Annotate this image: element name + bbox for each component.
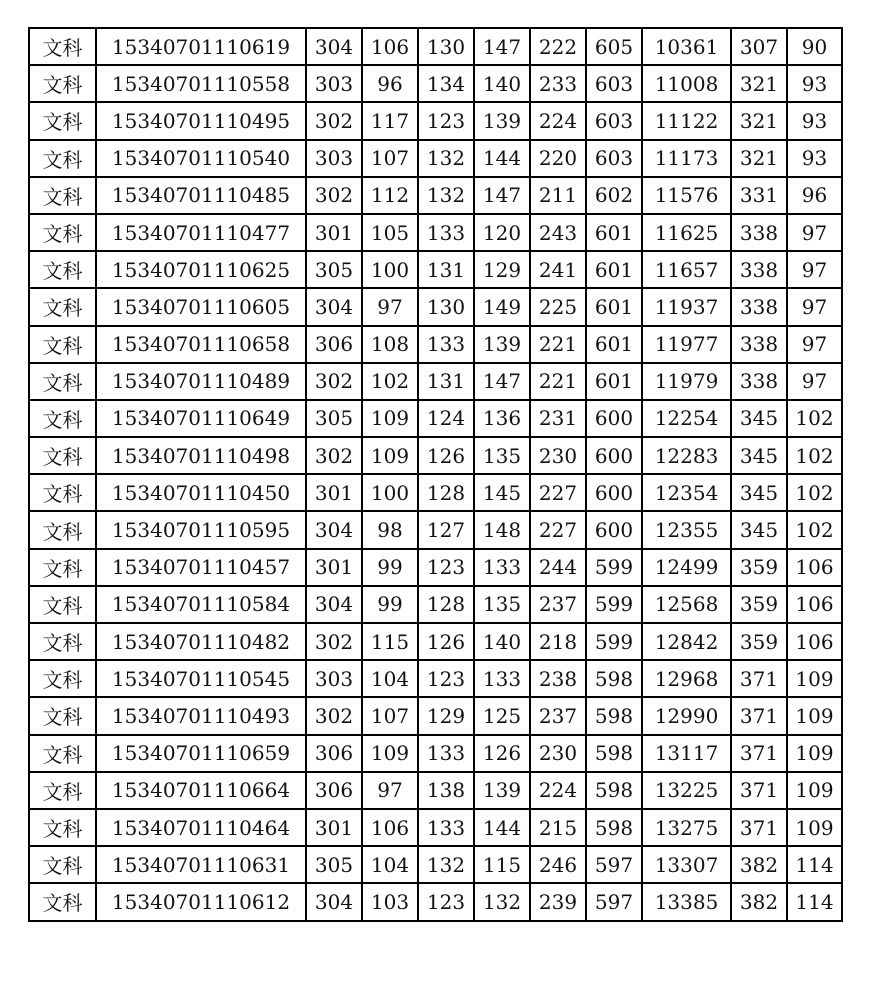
province-rank-cell: 13117 bbox=[642, 735, 731, 772]
school-rank-cell: 114 bbox=[787, 846, 842, 883]
table-row bbox=[29, 735, 842, 772]
school-rank-cell: 102 bbox=[787, 474, 842, 511]
province-rank-cell: 12842 bbox=[642, 623, 731, 660]
score-cell-2: 132 bbox=[418, 140, 474, 177]
score-cell-3: 149 bbox=[474, 288, 530, 325]
exam-id-cell: 15340701110457 bbox=[96, 549, 306, 586]
city-rank-cell: 331 bbox=[731, 177, 787, 214]
score-cell-2: 131 bbox=[418, 251, 474, 288]
province-rank-cell: 12355 bbox=[642, 511, 731, 548]
table-row bbox=[29, 660, 842, 697]
score-cell-1: 108 bbox=[362, 326, 418, 363]
score-cell-4: 215 bbox=[530, 809, 586, 846]
class-cell: 304 bbox=[306, 28, 362, 65]
province-rank-cell: 12990 bbox=[642, 697, 731, 734]
score-cell-3: 132 bbox=[474, 883, 530, 920]
school-rank-cell: 106 bbox=[787, 623, 842, 660]
exam-id-cell: 15340701110595 bbox=[96, 511, 306, 548]
province-rank-cell: 12968 bbox=[642, 660, 731, 697]
subject-cell: 文科 bbox=[29, 140, 96, 177]
city-rank-cell: 359 bbox=[731, 586, 787, 623]
score-cell-3: 139 bbox=[474, 772, 530, 809]
score-cell-2: 133 bbox=[418, 735, 474, 772]
city-rank-cell: 359 bbox=[731, 623, 787, 660]
table-row bbox=[29, 400, 842, 437]
total-score-cell: 600 bbox=[586, 511, 642, 548]
score-cell-1: 107 bbox=[362, 697, 418, 734]
score-cell-3: 136 bbox=[474, 400, 530, 437]
score-cell-1: 104 bbox=[362, 660, 418, 697]
total-score-cell: 598 bbox=[586, 660, 642, 697]
class-cell: 306 bbox=[306, 772, 362, 809]
score-cell-4: 221 bbox=[530, 363, 586, 400]
subject-cell: 文科 bbox=[29, 511, 96, 548]
class-cell: 304 bbox=[306, 883, 362, 920]
city-rank-cell: 345 bbox=[731, 437, 787, 474]
province-rank-cell: 12283 bbox=[642, 437, 731, 474]
class-cell: 302 bbox=[306, 623, 362, 660]
province-rank-cell: 12354 bbox=[642, 474, 731, 511]
class-cell: 306 bbox=[306, 326, 362, 363]
score-cell-3: 144 bbox=[474, 809, 530, 846]
table-row bbox=[29, 809, 842, 846]
score-table-body bbox=[29, 28, 842, 921]
score-cell-4: 227 bbox=[530, 511, 586, 548]
score-cell-4: 230 bbox=[530, 437, 586, 474]
class-cell: 304 bbox=[306, 511, 362, 548]
school-rank-cell: 109 bbox=[787, 697, 842, 734]
score-cell-3: 140 bbox=[474, 65, 530, 102]
city-rank-cell: 345 bbox=[731, 474, 787, 511]
score-cell-4: 218 bbox=[530, 623, 586, 660]
province-rank-cell: 13225 bbox=[642, 772, 731, 809]
city-rank-cell: 382 bbox=[731, 846, 787, 883]
exam-id-cell: 15340701110631 bbox=[96, 846, 306, 883]
exam-id-cell: 15340701110625 bbox=[96, 251, 306, 288]
school-rank-cell: 102 bbox=[787, 437, 842, 474]
class-cell: 303 bbox=[306, 140, 362, 177]
province-rank-cell: 13307 bbox=[642, 846, 731, 883]
score-cell-4: 221 bbox=[530, 326, 586, 363]
subject-cell: 文科 bbox=[29, 846, 96, 883]
city-rank-cell: 371 bbox=[731, 735, 787, 772]
score-cell-2: 127 bbox=[418, 511, 474, 548]
class-cell: 302 bbox=[306, 177, 362, 214]
score-cell-1: 106 bbox=[362, 28, 418, 65]
city-rank-cell: 338 bbox=[731, 214, 787, 251]
total-score-cell: 600 bbox=[586, 474, 642, 511]
score-cell-4: 224 bbox=[530, 772, 586, 809]
total-score-cell: 599 bbox=[586, 549, 642, 586]
total-score-cell: 600 bbox=[586, 437, 642, 474]
score-cell-1: 109 bbox=[362, 437, 418, 474]
province-rank-cell: 11657 bbox=[642, 251, 731, 288]
score-cell-4: 246 bbox=[530, 846, 586, 883]
score-cell-3: 140 bbox=[474, 623, 530, 660]
exam-id-cell: 15340701110658 bbox=[96, 326, 306, 363]
city-rank-cell: 371 bbox=[731, 660, 787, 697]
total-score-cell: 597 bbox=[586, 883, 642, 920]
class-cell: 305 bbox=[306, 251, 362, 288]
subject-cell: 文科 bbox=[29, 623, 96, 660]
province-rank-cell: 11625 bbox=[642, 214, 731, 251]
city-rank-cell: 321 bbox=[731, 65, 787, 102]
school-rank-cell: 93 bbox=[787, 65, 842, 102]
table-row bbox=[29, 623, 842, 660]
table-row bbox=[29, 65, 842, 102]
province-rank-cell: 11008 bbox=[642, 65, 731, 102]
score-cell-3: 133 bbox=[474, 549, 530, 586]
city-rank-cell: 338 bbox=[731, 288, 787, 325]
province-rank-cell: 11122 bbox=[642, 102, 731, 139]
province-rank-cell: 10361 bbox=[642, 28, 731, 65]
exam-id-cell: 15340701110558 bbox=[96, 65, 306, 102]
score-cell-4: 237 bbox=[530, 697, 586, 734]
score-cell-4: 227 bbox=[530, 474, 586, 511]
score-cell-1: 105 bbox=[362, 214, 418, 251]
exam-id-cell: 15340701110545 bbox=[96, 660, 306, 697]
score-cell-2: 123 bbox=[418, 102, 474, 139]
score-cell-3: 115 bbox=[474, 846, 530, 883]
exam-id-cell: 15340701110619 bbox=[96, 28, 306, 65]
exam-id-cell: 15340701110482 bbox=[96, 623, 306, 660]
table-row bbox=[29, 214, 842, 251]
exam-id-cell: 15340701110498 bbox=[96, 437, 306, 474]
school-rank-cell: 93 bbox=[787, 102, 842, 139]
exam-id-cell: 15340701110664 bbox=[96, 772, 306, 809]
score-cell-4: 241 bbox=[530, 251, 586, 288]
score-cell-2: 123 bbox=[418, 883, 474, 920]
class-cell: 302 bbox=[306, 437, 362, 474]
score-cell-2: 132 bbox=[418, 177, 474, 214]
school-rank-cell: 97 bbox=[787, 251, 842, 288]
total-score-cell: 597 bbox=[586, 846, 642, 883]
city-rank-cell: 321 bbox=[731, 140, 787, 177]
school-rank-cell: 106 bbox=[787, 549, 842, 586]
score-cell-4: 220 bbox=[530, 140, 586, 177]
subject-cell: 文科 bbox=[29, 65, 96, 102]
total-score-cell: 598 bbox=[586, 735, 642, 772]
exam-id-cell: 15340701110649 bbox=[96, 400, 306, 437]
score-cell-3: 144 bbox=[474, 140, 530, 177]
score-cell-1: 106 bbox=[362, 809, 418, 846]
score-cell-2: 133 bbox=[418, 214, 474, 251]
total-score-cell: 601 bbox=[586, 326, 642, 363]
class-cell: 301 bbox=[306, 809, 362, 846]
total-score-cell: 603 bbox=[586, 102, 642, 139]
score-cell-3: 148 bbox=[474, 511, 530, 548]
score-cell-4: 238 bbox=[530, 660, 586, 697]
school-rank-cell: 97 bbox=[787, 363, 842, 400]
school-rank-cell: 96 bbox=[787, 177, 842, 214]
score-cell-1: 100 bbox=[362, 251, 418, 288]
school-rank-cell: 106 bbox=[787, 586, 842, 623]
class-cell: 305 bbox=[306, 400, 362, 437]
score-cell-1: 109 bbox=[362, 400, 418, 437]
score-cell-2: 133 bbox=[418, 809, 474, 846]
total-score-cell: 603 bbox=[586, 65, 642, 102]
table-row bbox=[29, 586, 842, 623]
class-cell: 302 bbox=[306, 102, 362, 139]
subject-cell: 文科 bbox=[29, 437, 96, 474]
city-rank-cell: 371 bbox=[731, 772, 787, 809]
total-score-cell: 598 bbox=[586, 772, 642, 809]
exam-id-cell: 15340701110464 bbox=[96, 809, 306, 846]
city-rank-cell: 359 bbox=[731, 549, 787, 586]
exam-id-cell: 15340701110489 bbox=[96, 363, 306, 400]
table-row bbox=[29, 437, 842, 474]
subject-cell: 文科 bbox=[29, 660, 96, 697]
school-rank-cell: 114 bbox=[787, 883, 842, 920]
table-row bbox=[29, 140, 842, 177]
province-rank-cell: 11977 bbox=[642, 326, 731, 363]
subject-cell: 文科 bbox=[29, 549, 96, 586]
class-cell: 302 bbox=[306, 363, 362, 400]
subject-cell: 文科 bbox=[29, 326, 96, 363]
city-rank-cell: 321 bbox=[731, 102, 787, 139]
score-cell-1: 99 bbox=[362, 549, 418, 586]
exam-id-cell: 15340701110584 bbox=[96, 586, 306, 623]
table-row bbox=[29, 846, 842, 883]
table-row bbox=[29, 28, 842, 65]
score-cell-2: 132 bbox=[418, 846, 474, 883]
score-cell-2: 128 bbox=[418, 474, 474, 511]
province-rank-cell: 12254 bbox=[642, 400, 731, 437]
score-cell-3: 135 bbox=[474, 586, 530, 623]
table-row bbox=[29, 363, 842, 400]
city-rank-cell: 338 bbox=[731, 363, 787, 400]
school-rank-cell: 102 bbox=[787, 511, 842, 548]
exam-id-cell: 15340701110612 bbox=[96, 883, 306, 920]
subject-cell: 文科 bbox=[29, 809, 96, 846]
score-cell-3: 135 bbox=[474, 437, 530, 474]
score-cell-3: 139 bbox=[474, 326, 530, 363]
score-cell-2: 131 bbox=[418, 363, 474, 400]
city-rank-cell: 338 bbox=[731, 251, 787, 288]
score-cell-3: 147 bbox=[474, 177, 530, 214]
table-row bbox=[29, 251, 842, 288]
school-rank-cell: 90 bbox=[787, 28, 842, 65]
exam-id-cell: 15340701110485 bbox=[96, 177, 306, 214]
score-cell-4: 222 bbox=[530, 28, 586, 65]
score-table bbox=[28, 27, 843, 922]
score-cell-1: 103 bbox=[362, 883, 418, 920]
score-cell-1: 98 bbox=[362, 511, 418, 548]
score-cell-1: 104 bbox=[362, 846, 418, 883]
exam-id-cell: 15340701110540 bbox=[96, 140, 306, 177]
total-score-cell: 598 bbox=[586, 809, 642, 846]
subject-cell: 文科 bbox=[29, 177, 96, 214]
score-cell-4: 225 bbox=[530, 288, 586, 325]
table-row bbox=[29, 288, 842, 325]
score-cell-1: 107 bbox=[362, 140, 418, 177]
exam-id-cell: 15340701110493 bbox=[96, 697, 306, 734]
score-cell-4: 239 bbox=[530, 883, 586, 920]
score-cell-2: 126 bbox=[418, 437, 474, 474]
score-cell-4: 224 bbox=[530, 102, 586, 139]
score-cell-2: 130 bbox=[418, 288, 474, 325]
subject-cell: 文科 bbox=[29, 214, 96, 251]
score-cell-1: 112 bbox=[362, 177, 418, 214]
score-cell-3: 147 bbox=[474, 28, 530, 65]
score-cell-1: 115 bbox=[362, 623, 418, 660]
class-cell: 301 bbox=[306, 214, 362, 251]
city-rank-cell: 345 bbox=[731, 511, 787, 548]
score-cell-3: 139 bbox=[474, 102, 530, 139]
class-cell: 303 bbox=[306, 660, 362, 697]
score-cell-3: 125 bbox=[474, 697, 530, 734]
city-rank-cell: 371 bbox=[731, 809, 787, 846]
total-score-cell: 603 bbox=[586, 140, 642, 177]
province-rank-cell: 11937 bbox=[642, 288, 731, 325]
score-cell-3: 147 bbox=[474, 363, 530, 400]
exam-id-cell: 15340701110605 bbox=[96, 288, 306, 325]
province-rank-cell: 13275 bbox=[642, 809, 731, 846]
exam-id-cell: 15340701110495 bbox=[96, 102, 306, 139]
table-row bbox=[29, 474, 842, 511]
score-cell-1: 102 bbox=[362, 363, 418, 400]
school-rank-cell: 109 bbox=[787, 809, 842, 846]
class-cell: 304 bbox=[306, 586, 362, 623]
table-row bbox=[29, 697, 842, 734]
subject-cell: 文科 bbox=[29, 28, 96, 65]
total-score-cell: 601 bbox=[586, 214, 642, 251]
total-score-cell: 601 bbox=[586, 363, 642, 400]
score-cell-1: 96 bbox=[362, 65, 418, 102]
subject-cell: 文科 bbox=[29, 288, 96, 325]
score-cell-2: 126 bbox=[418, 623, 474, 660]
score-cell-4: 243 bbox=[530, 214, 586, 251]
total-score-cell: 601 bbox=[586, 288, 642, 325]
subject-cell: 文科 bbox=[29, 251, 96, 288]
score-cell-3: 129 bbox=[474, 251, 530, 288]
school-rank-cell: 97 bbox=[787, 326, 842, 363]
school-rank-cell: 97 bbox=[787, 214, 842, 251]
score-cell-2: 129 bbox=[418, 697, 474, 734]
score-cell-2: 128 bbox=[418, 586, 474, 623]
city-rank-cell: 338 bbox=[731, 326, 787, 363]
class-cell: 302 bbox=[306, 697, 362, 734]
score-cell-4: 231 bbox=[530, 400, 586, 437]
score-cell-4: 237 bbox=[530, 586, 586, 623]
score-cell-1: 100 bbox=[362, 474, 418, 511]
score-cell-1: 97 bbox=[362, 288, 418, 325]
score-cell-3: 120 bbox=[474, 214, 530, 251]
table-row bbox=[29, 883, 842, 920]
score-cell-2: 124 bbox=[418, 400, 474, 437]
score-cell-2: 138 bbox=[418, 772, 474, 809]
subject-cell: 文科 bbox=[29, 102, 96, 139]
score-cell-4: 230 bbox=[530, 735, 586, 772]
total-score-cell: 602 bbox=[586, 177, 642, 214]
total-score-cell: 601 bbox=[586, 251, 642, 288]
table-row bbox=[29, 772, 842, 809]
province-rank-cell: 13385 bbox=[642, 883, 731, 920]
class-cell: 301 bbox=[306, 549, 362, 586]
total-score-cell: 598 bbox=[586, 697, 642, 734]
school-rank-cell: 93 bbox=[787, 140, 842, 177]
total-score-cell: 599 bbox=[586, 586, 642, 623]
school-rank-cell: 109 bbox=[787, 772, 842, 809]
school-rank-cell: 109 bbox=[787, 660, 842, 697]
province-rank-cell: 12568 bbox=[642, 586, 731, 623]
province-rank-cell: 11979 bbox=[642, 363, 731, 400]
school-rank-cell: 109 bbox=[787, 735, 842, 772]
score-cell-4: 211 bbox=[530, 177, 586, 214]
subject-cell: 文科 bbox=[29, 883, 96, 920]
exam-id-cell: 15340701110477 bbox=[96, 214, 306, 251]
subject-cell: 文科 bbox=[29, 697, 96, 734]
city-rank-cell: 382 bbox=[731, 883, 787, 920]
province-rank-cell: 11576 bbox=[642, 177, 731, 214]
table-row bbox=[29, 549, 842, 586]
class-cell: 304 bbox=[306, 288, 362, 325]
table-row bbox=[29, 326, 842, 363]
subject-cell: 文科 bbox=[29, 400, 96, 437]
score-cell-1: 97 bbox=[362, 772, 418, 809]
school-rank-cell: 102 bbox=[787, 400, 842, 437]
score-cell-3: 145 bbox=[474, 474, 530, 511]
score-cell-1: 109 bbox=[362, 735, 418, 772]
table-row bbox=[29, 102, 842, 139]
score-cell-4: 244 bbox=[530, 549, 586, 586]
school-rank-cell: 97 bbox=[787, 288, 842, 325]
subject-cell: 文科 bbox=[29, 474, 96, 511]
score-cell-3: 126 bbox=[474, 735, 530, 772]
score-cell-4: 233 bbox=[530, 65, 586, 102]
exam-id-cell: 15340701110659 bbox=[96, 735, 306, 772]
subject-cell: 文科 bbox=[29, 363, 96, 400]
exam-id-cell: 15340701110450 bbox=[96, 474, 306, 511]
class-cell: 301 bbox=[306, 474, 362, 511]
score-cell-3: 133 bbox=[474, 660, 530, 697]
city-rank-cell: 371 bbox=[731, 697, 787, 734]
total-score-cell: 605 bbox=[586, 28, 642, 65]
table-row bbox=[29, 177, 842, 214]
table-row bbox=[29, 511, 842, 548]
subject-cell: 文科 bbox=[29, 772, 96, 809]
score-cell-1: 99 bbox=[362, 586, 418, 623]
province-rank-cell: 11173 bbox=[642, 140, 731, 177]
total-score-cell: 599 bbox=[586, 623, 642, 660]
total-score-cell: 600 bbox=[586, 400, 642, 437]
province-rank-cell: 12499 bbox=[642, 549, 731, 586]
score-cell-2: 134 bbox=[418, 65, 474, 102]
class-cell: 303 bbox=[306, 65, 362, 102]
score-cell-2: 133 bbox=[418, 326, 474, 363]
city-rank-cell: 345 bbox=[731, 400, 787, 437]
class-cell: 305 bbox=[306, 846, 362, 883]
subject-cell: 文科 bbox=[29, 586, 96, 623]
score-cell-1: 117 bbox=[362, 102, 418, 139]
subject-cell: 文科 bbox=[29, 735, 96, 772]
score-cell-2: 130 bbox=[418, 28, 474, 65]
class-cell: 306 bbox=[306, 735, 362, 772]
score-cell-2: 123 bbox=[418, 660, 474, 697]
city-rank-cell: 307 bbox=[731, 28, 787, 65]
score-cell-2: 123 bbox=[418, 549, 474, 586]
